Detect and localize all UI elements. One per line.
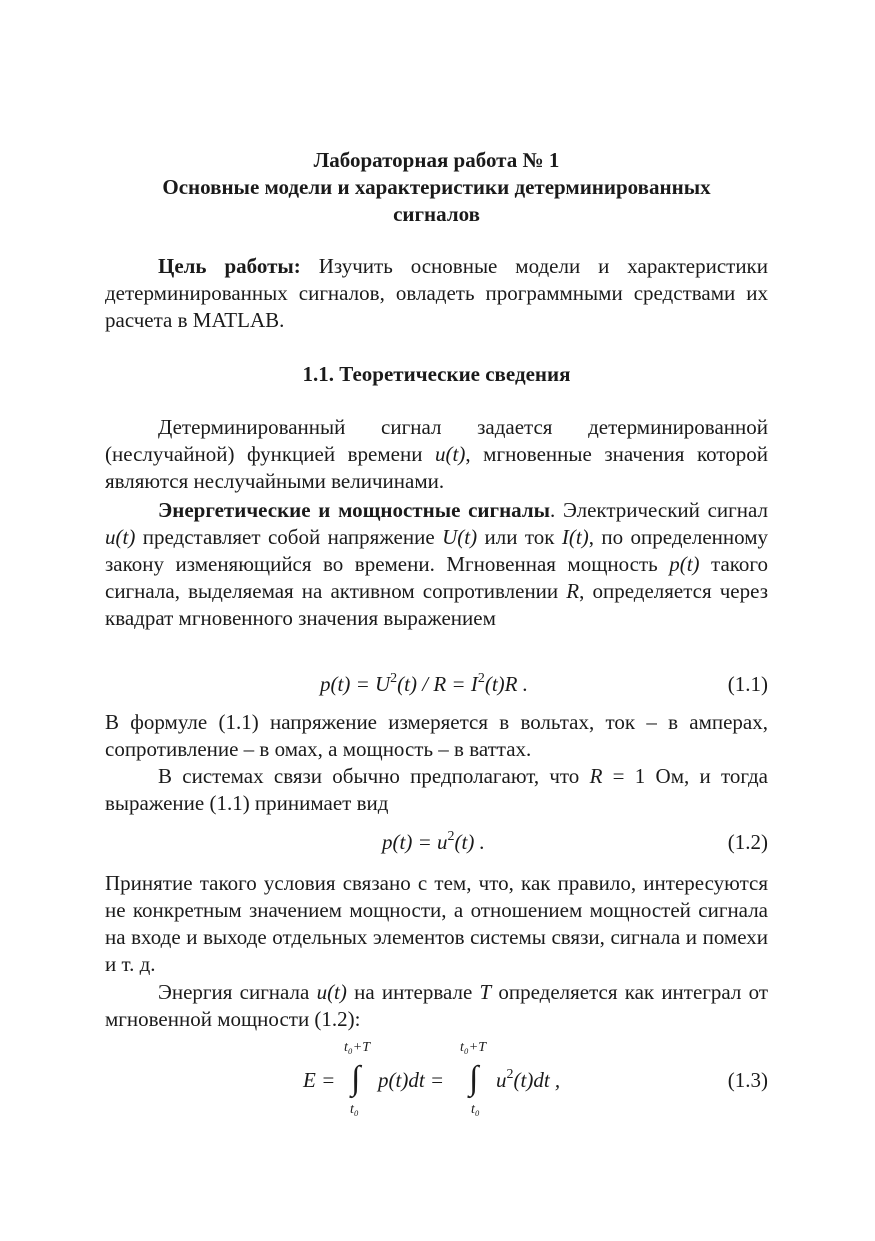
integral1-sign: ∫ [351, 1060, 361, 1097]
integral2-integrand: $u^2(t)dt$ , [496, 1067, 561, 1092]
integral1-upper-limit: t₀+T [344, 1040, 370, 1055]
goal-paragraph [105, 253, 768, 334]
symbol-u-t: u(t) [435, 442, 466, 466]
integral2-lower-limit: t₀ [471, 1102, 480, 1117]
paragraph-units: В формуле (1.1) напряжение измеряется в вольтах, ток – в амперах, сопротивление – в омах, а мощность – в ваттах. [105, 710, 768, 761]
paragraph-power-ratio: Принятие такого условия связано с тем, что, как правило, интересуются не конкретным значением мощности, а отношением мощностей сигнала на входе и выходе отдельных элементов системы связи, сигнала и помехи и т. д. [105, 871, 768, 976]
paragraph-definition: Детерминированный сигнал задается детерминированной (неслучайной) функцией времени u(t), мгновенные значения которой являются неслучайными величинами. [105, 415, 768, 493]
equation-1-3 [105, 1040, 768, 1125]
equation-1-1 [105, 672, 768, 702]
energy-signals-heading: Энергетические и мощностные сигналы [158, 498, 551, 522]
lab-title [105, 147, 768, 228]
equation-1-1-number: (1.1) [727, 672, 768, 696]
equation-1-1-body: $p(t) = U^2(t) / R = I^2(t)R$ . [320, 671, 528, 696]
lab-title-line3: сигналов [393, 202, 480, 226]
equation-1-2-number: (1.2) [727, 830, 768, 854]
lab-title-line1: Лабораторная работа № 1 [313, 148, 560, 172]
lab-title-line2: Основные модели и характеристики детерминированных [162, 175, 711, 199]
paragraph-energy-definition: Энергия сигнала u(t) на интервале T определяется как интеграл от мгновенной мощности (1.2): [105, 980, 768, 1031]
paragraph-r-assumption: В системах связи обычно предполагают, что R = 1 Ом, и тогда выражение (1.1) принимает вид [105, 764, 768, 815]
integral2-upper-limit: t₀+T [460, 1040, 486, 1055]
goal-label: Цель работы: [158, 254, 301, 278]
equation-1-2-body: $p(t) = u^2(t)$ . [382, 829, 485, 854]
integral2-sign: ∫ [469, 1060, 479, 1097]
section-title: 1.1. Теоретические сведения [302, 362, 571, 386]
equation-1-2 [105, 830, 768, 860]
paragraph-energy-signals: Энергетические и мощностные сигналы. Электрический сигнал u(t) представляет собой напряжение U(t) или ток I(t), по определенному закону изменяющийся во времени. Мгновенная мощность p(t) такого сигнала, выделяемая на активном сопротивлении R, определяется через квадрат мгновенного значения выражением [105, 498, 769, 630]
goal-text: Изучить основные модели и характеристики детерминированных сигналов, овладеть программными средствами их расчета в MATLAB. [105, 254, 768, 332]
equation-1-3-lhs: E = [303, 1068, 336, 1092]
integral1-lower-limit: t₀ [350, 1102, 359, 1117]
equation-1-3-number: (1.3) [727, 1068, 768, 1092]
integral1-integrand: p(t)dt = [378, 1068, 445, 1092]
